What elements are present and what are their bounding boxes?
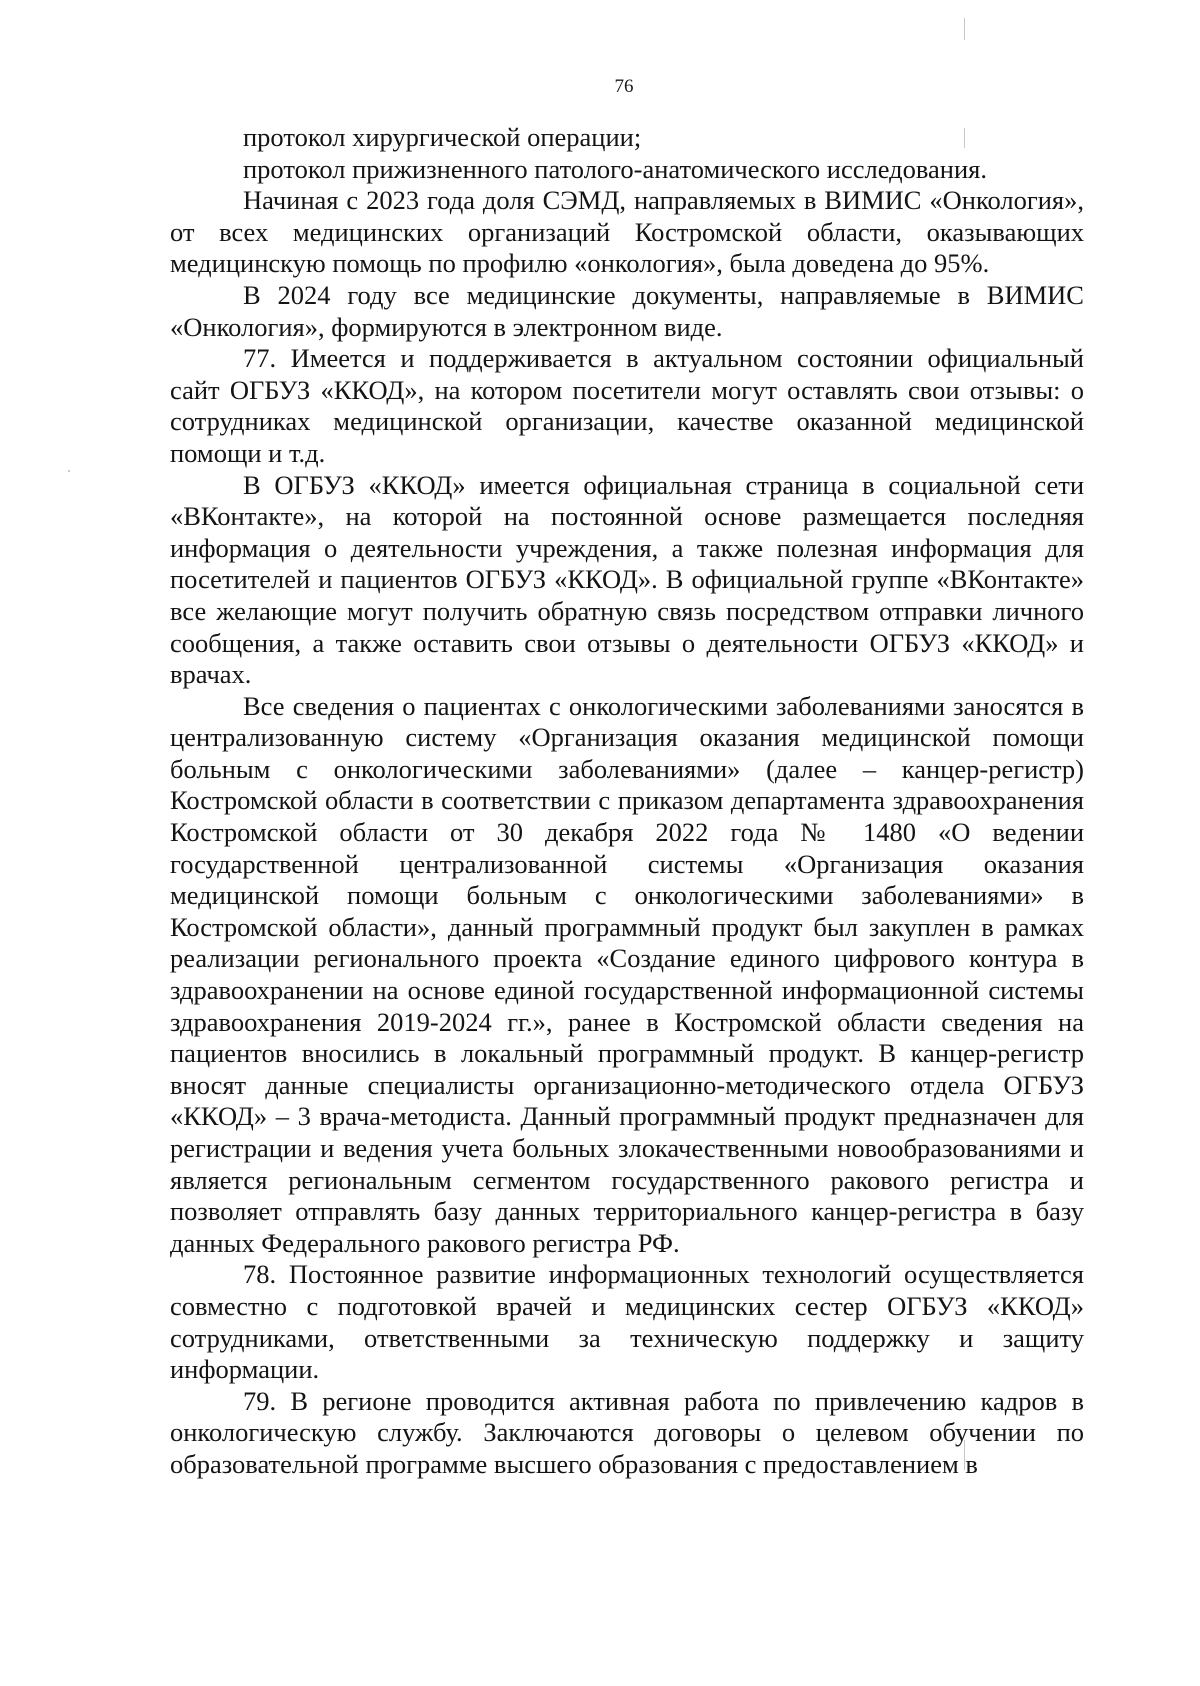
page-number: 76: [614, 76, 634, 97]
paragraph: Начиная с 2023 года доля СЭМД, направляемых в ВИМИС «Онкология», от всех медицинских организаций Костромской области, оказывающих медицинскую помощь по профилю «онкология», была доведена до 95%.: [170, 185, 1084, 279]
document-body: [170, 122, 1084, 1481]
paragraph: протокол прижизненного патолого-анатомического исследования.: [243, 153, 987, 184]
paragraph: Все сведения о пациентах с онкологическими заболеваниями заносятся в централизованную систему «Организация оказания медицинской помощи больным с онкологическими заболеваниями» (далее – канцер-регистр) Костромской области в соответствии с приказом департамента здравоохранения Костромской области от 30 декабря 2022 года № 1480 «О ведении государственной централизованной системы «Организация оказания медицинской помощи больным с онкологическими заболеваниями» в Костромской области», данный программный продукт был закуплен в рамках реализации регионального проекта «Создание единого цифрового контура в здравоохранении на основе единой государственной информационной системы здравоохранения 2019-2024 гг.», ранее в Костромской области сведения на пациентов вносились в локальный программный продукт. В канцер-регистр вносят данные специалисты организационно-методического отдела ОГБУЗ «ККОД» – 3 врача-методиста. Данный программный продукт предназначен для регистрации и ведения учета больных злокачественными новообразованиями и является региональным сегментом государственного ракового регистра и позволяет отправлять базу данных территориального канцер-регистра в базу данных Федерального ракового регистра РФ.: [170, 690, 1084, 1258]
paragraph: В ОГБУЗ «ККОД» имеется официальная страница в социальной сети «ВКонтакте», на которой на постоянной основе размещается последняя информация о деятельности учреждения, а также полезная информация для посетителей и пациентов ОГБУЗ «ККОД». В официальной группе «ВКонтакте» все желающие могут получить обратную связь посредством отправки личного сообщения, а также оставить свои отзывы о деятельности ОГБУЗ «ККОД» и врачах.: [170, 469, 1084, 690]
paragraph: 78. Постоянное развитие информационных технологий осуществляется совместно с подготовкой врачей и медицинских сестер ОГБУЗ «ККОД» сотрудниками, ответственными за техническую поддержку и защиту информации.: [170, 1259, 1084, 1385]
paragraph: 77. Имеется и поддерживается в актуальном состоянии официальный сайт ОГБУЗ «ККОД», на котором посетители могут оставлять свои отзывы: о сотрудниках медицинской организации, качестве оказанной медицинской помощи и т.д.: [170, 343, 1084, 468]
paragraph: протокол хирургической операции;: [243, 122, 642, 152]
paragraph: 79. В регионе проводится активная работа по привлечению кадров в онкологическую службу. Заключаются договоры о целевом обучении по образовательной программе высшего образования с предоставлением в: [170, 1385, 1084, 1479]
scan-artifact-dot: [68, 470, 70, 472]
paragraph: В 2024 году все медицинские документы, направляемые в ВИМИС «Онкология», формируются в электронном виде.: [170, 279, 1084, 342]
scan-artifact-line: [964, 18, 965, 40]
